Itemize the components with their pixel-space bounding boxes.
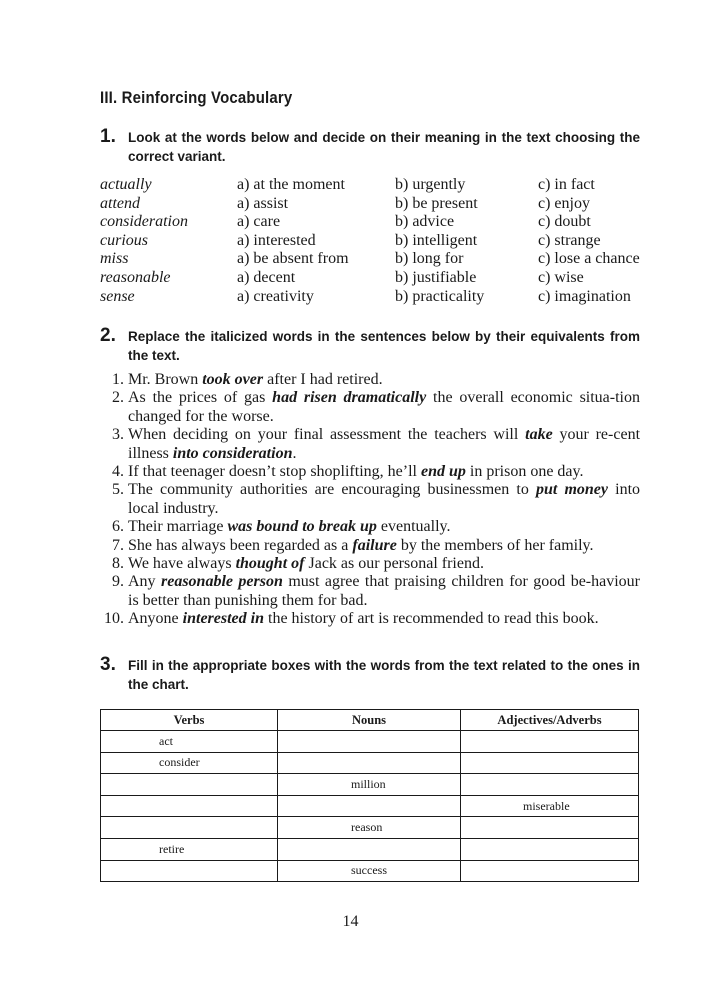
chart-cell-verb: act (101, 731, 278, 753)
vocab-option-a: a) at the moment (237, 176, 345, 193)
sentence-number: 2. (112, 389, 124, 407)
vocab-option-a: a) assist (237, 194, 289, 212)
sentence-text: Jack as our personal friend. (304, 555, 484, 573)
vocabulary-choices-table (100, 176, 660, 306)
sentence-number: 8. (112, 555, 124, 573)
vocab-option-a: a) creativity (237, 287, 314, 305)
sentence-text: As the prices of gas (128, 389, 273, 407)
section-title: III. Reinforcing Vocabulary (100, 88, 293, 107)
vocab-word: attend (100, 194, 140, 212)
chart-row (101, 838, 639, 860)
exercise-1-number: 1. (100, 126, 116, 147)
vocab-option-b: b) intelligent (395, 231, 478, 249)
sentence-text: If that teenager doesn’t stop shoplifting, he’ll (128, 463, 421, 481)
chart-cell-verb: retire (101, 838, 278, 860)
sentence-text: . (292, 444, 297, 462)
sentence-item (100, 537, 640, 555)
word-family-chart (100, 709, 639, 882)
chart-cell-verb (101, 795, 278, 817)
vocab-row (100, 288, 660, 307)
sentence-item (100, 426, 640, 463)
chart-row (101, 817, 639, 839)
chart-header-verbs: Verbs (101, 710, 278, 731)
chart-row (101, 774, 639, 796)
vocab-option-c: c) strange (538, 231, 601, 249)
vocab-option-b: b) urgently (395, 176, 466, 193)
chart-cell-adjective: miserable (461, 795, 639, 817)
vocab-option-c: c) lose a chance (538, 250, 640, 268)
sentence-text: by the members of her family. (396, 536, 594, 554)
chart-cell-noun (278, 795, 461, 817)
exercise-3-number: 3. (100, 654, 116, 675)
sentence-number: 10. (104, 610, 124, 628)
sentence-item (100, 481, 640, 518)
chart-cell-verb (101, 774, 278, 796)
sentence-text: The community authorities are encouraging businessmen to (128, 481, 536, 499)
exercise-2-instruction: Replace the italicized words in the sentences below by their equivalents from the text. (128, 329, 640, 363)
chart-cell-noun: success (278, 860, 461, 882)
vocab-word: miss (100, 250, 129, 268)
chart-cell-noun (278, 752, 461, 774)
vocab-option-b: b) long for (395, 250, 464, 268)
chart-cell-noun: million (278, 774, 461, 796)
chart-cell-adjective (461, 838, 639, 860)
chart-cell-adjective (461, 817, 639, 839)
chart-row (101, 752, 639, 774)
sentence-item (100, 610, 640, 628)
sentence-number: 5. (112, 481, 124, 499)
italicized-phrase: took over (202, 371, 264, 388)
italicized-phrase: end up (420, 463, 466, 481)
sentence-number: 3. (112, 426, 124, 444)
sentence-item (100, 555, 640, 573)
vocab-option-b: b) practicality (395, 287, 485, 305)
sentence-number: 7. (112, 536, 124, 554)
italicized-phrase: reasonable person (161, 573, 283, 591)
vocab-word: actually (100, 176, 152, 193)
sentence-text: in prison one day. (465, 463, 584, 481)
chart-row (101, 731, 639, 753)
italicized-phrase: into consideration (172, 444, 293, 462)
chart-cell-adjective (461, 731, 639, 753)
vocab-option-c: c) imagination (538, 287, 631, 305)
sentence-list (100, 371, 640, 629)
vocab-option-c: c) doubt (538, 213, 591, 231)
sentence-number: 1. (112, 371, 124, 388)
sentence-text: She has always been regarded as a (128, 536, 353, 554)
vocab-row (100, 213, 660, 232)
chart-cell-adjective (461, 774, 639, 796)
vocab-word: sense (100, 287, 135, 305)
chart-cell-adjective (461, 860, 639, 882)
sentence-text: after I had retired. (263, 371, 383, 388)
sentence-text: into local industry. (128, 481, 641, 517)
sentence-number: 9. (112, 573, 124, 591)
vocab-option-a: a) be absent from (237, 250, 349, 268)
vocab-row (100, 176, 660, 195)
vocab-row (100, 195, 660, 214)
sentence-text: must agree that praising children for good be-haviour is better than punishing them for bad. (128, 573, 641, 609)
vocab-option-a: a) interested (237, 231, 316, 249)
sentence-item (100, 518, 640, 536)
vocab-word: reasonable (100, 268, 171, 286)
italicized-phrase: failure (352, 536, 397, 554)
sentence-number: 4. (112, 463, 124, 481)
vocab-option-b: b) be present (395, 194, 478, 212)
vocab-option-c: c) in fact (538, 176, 595, 193)
sentence-item (100, 389, 640, 426)
sentence-text: the overall economic situa-tion changed for the worse. (128, 389, 641, 425)
sentence-item (100, 371, 640, 389)
sentence-number: 6. (112, 518, 124, 536)
vocab-word: consideration (100, 213, 188, 231)
chart-header-row (101, 710, 639, 731)
sentence-text: We have always (128, 555, 236, 573)
vocab-row (100, 250, 660, 269)
chart-header-adjectives: Adjectives/Adverbs (461, 710, 639, 731)
sentence-text: eventually. (376, 518, 451, 536)
chart-cell-verb: consider (101, 752, 278, 774)
sentence-text: When deciding on your final assessment the teachers will (128, 426, 526, 444)
exercise-3-instruction: Fill in the appropriate boxes with the words from the text related to the ones in the chart. (128, 658, 640, 692)
chart-cell-verb (101, 860, 278, 882)
exercise-2-number: 2. (100, 325, 116, 346)
vocab-option-b: b) advice (395, 213, 455, 231)
sentence-item (100, 573, 640, 610)
sentence-text: Any (128, 573, 161, 591)
chart-cell-noun (278, 838, 461, 860)
chart-cell-adjective (461, 752, 639, 774)
chart-header-nouns: Nouns (278, 710, 461, 731)
chart-row (101, 860, 639, 882)
sentence-text: Mr. Brown (128, 371, 203, 388)
vocab-option-c: c) enjoy (538, 194, 590, 212)
italicized-phrase: interested in (182, 610, 264, 628)
italicized-phrase: was bound to break up (227, 518, 377, 536)
chart-row (101, 795, 639, 817)
chart-cell-noun (278, 731, 461, 753)
sentence-text: your re-cent illness (128, 426, 641, 462)
sentence-text: the history of art is recommended to read this book. (264, 610, 599, 628)
italicized-phrase: take (525, 426, 553, 444)
vocab-option-c: c) wise (538, 268, 584, 286)
chart-cell-verb (101, 817, 278, 839)
chart-cell-noun: reason (278, 817, 461, 839)
vocab-row (100, 232, 660, 251)
sentence-text: Their marriage (128, 518, 228, 536)
vocab-word: curious (100, 231, 148, 249)
exercise-1-instruction: Look at the words below and decide on their meaning in the text choosing the correct variant. (128, 130, 640, 164)
italicized-phrase: put money (535, 481, 608, 499)
vocab-option-a: a) decent (237, 268, 296, 286)
page-number: 14 (342, 913, 359, 930)
sentence-text: Anyone (128, 610, 183, 628)
vocab-option-a: a) care (237, 213, 281, 231)
italicized-phrase: had risen dramatically (272, 389, 427, 407)
vocab-option-b: b) justifiable (395, 268, 477, 286)
sentence-item (100, 463, 640, 481)
vocab-row (100, 269, 660, 288)
italicized-phrase: thought of (235, 555, 305, 573)
